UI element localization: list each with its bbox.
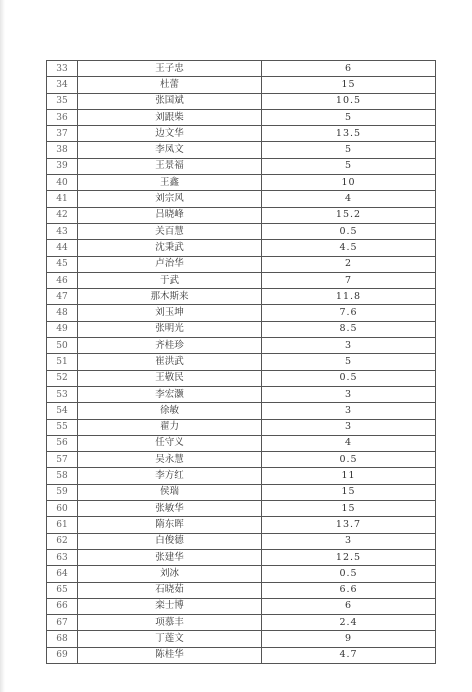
- table-row: [47, 321, 436, 337]
- row-number-cell: 59: [47, 484, 78, 500]
- table-row: [47, 77, 436, 93]
- row-number-cell: 53: [47, 386, 78, 402]
- row-number-cell: 65: [47, 582, 78, 598]
- value-cell: 5: [262, 158, 436, 174]
- name-cell: 关百慧: [78, 223, 262, 239]
- name-cell: 边文华: [78, 126, 262, 142]
- table-row: [47, 501, 436, 517]
- row-number-cell: 50: [47, 338, 78, 354]
- row-number-cell: 64: [47, 566, 78, 582]
- value-cell: 13.5: [262, 126, 436, 142]
- row-number-cell: 40: [47, 175, 78, 191]
- table-row: [47, 175, 436, 191]
- table-row: [47, 517, 436, 533]
- row-number-cell: 38: [47, 142, 78, 158]
- value-cell: 5: [262, 354, 436, 370]
- value-cell: 6: [262, 598, 436, 614]
- row-number-cell: 43: [47, 223, 78, 239]
- row-number-cell: 66: [47, 598, 78, 614]
- value-cell: 0.5: [262, 223, 436, 239]
- table-row: [47, 419, 436, 435]
- row-number-cell: 35: [47, 93, 78, 109]
- value-cell: 6.6: [262, 582, 436, 598]
- name-cell: 陈桂华: [78, 647, 262, 663]
- value-cell: 7: [262, 272, 436, 288]
- table-row: [47, 598, 436, 614]
- row-number-cell: 68: [47, 631, 78, 647]
- name-cell: 卢治华: [78, 256, 262, 272]
- row-number-cell: 39: [47, 158, 78, 174]
- table-row: [47, 223, 436, 239]
- value-cell: 3: [262, 403, 436, 419]
- name-cell: 任守义: [78, 435, 262, 451]
- table-row: [47, 142, 436, 158]
- name-cell: 刘跟柴: [78, 109, 262, 125]
- name-cell: 张明光: [78, 321, 262, 337]
- row-number-cell: 37: [47, 126, 78, 142]
- name-cell: 李方红: [78, 468, 262, 484]
- value-cell: 3: [262, 419, 436, 435]
- table-body: [47, 61, 436, 664]
- row-number-cell: 33: [47, 61, 78, 77]
- name-cell: 刘玉坤: [78, 305, 262, 321]
- name-cell: 王鑫: [78, 175, 262, 191]
- table-row: [47, 468, 436, 484]
- name-cell: 刘冰: [78, 566, 262, 582]
- table-row: [47, 386, 436, 402]
- name-cell: 张敏华: [78, 501, 262, 517]
- row-number-cell: 69: [47, 647, 78, 663]
- table-row: [47, 338, 436, 354]
- value-cell: 10: [262, 175, 436, 191]
- name-cell: 隋东晖: [78, 517, 262, 533]
- name-cell: 侯瑞: [78, 484, 262, 500]
- value-cell: 6: [262, 61, 436, 77]
- row-number-cell: 63: [47, 549, 78, 565]
- table-container: [46, 60, 434, 661]
- row-number-cell: 58: [47, 468, 78, 484]
- value-cell: 3: [262, 338, 436, 354]
- value-cell: 15: [262, 501, 436, 517]
- value-cell: 15.2: [262, 207, 436, 223]
- table-row: [47, 403, 436, 419]
- row-number-cell: 45: [47, 256, 78, 272]
- row-number-cell: 46: [47, 272, 78, 288]
- value-cell: 8.5: [262, 321, 436, 337]
- data-table: [46, 60, 436, 664]
- row-number-cell: 36: [47, 109, 78, 125]
- page-edge-shadow: [0, 0, 5, 692]
- table-row: [47, 647, 436, 663]
- name-cell: 张建华: [78, 549, 262, 565]
- name-cell: 王景福: [78, 158, 262, 174]
- row-number-cell: 52: [47, 370, 78, 386]
- name-cell: 王敬民: [78, 370, 262, 386]
- table-row: [47, 158, 436, 174]
- name-cell: 沈秉武: [78, 240, 262, 256]
- row-number-cell: 48: [47, 305, 78, 321]
- row-number-cell: 44: [47, 240, 78, 256]
- table-row: [47, 533, 436, 549]
- value-cell: 0.5: [262, 566, 436, 582]
- row-number-cell: 49: [47, 321, 78, 337]
- value-cell: 3: [262, 533, 436, 549]
- name-cell: 李宏灏: [78, 386, 262, 402]
- table-row: [47, 452, 436, 468]
- row-number-cell: 60: [47, 501, 78, 517]
- table-row: [47, 305, 436, 321]
- table-row: [47, 93, 436, 109]
- value-cell: 2.4: [262, 615, 436, 631]
- table-row: [47, 631, 436, 647]
- row-number-cell: 55: [47, 419, 78, 435]
- row-number-cell: 67: [47, 615, 78, 631]
- table-row: [47, 549, 436, 565]
- name-cell: 吴永慧: [78, 452, 262, 468]
- row-number-cell: 57: [47, 452, 78, 468]
- value-cell: 9: [262, 631, 436, 647]
- name-cell: 齐桂珍: [78, 338, 262, 354]
- table-row: [47, 272, 436, 288]
- row-number-cell: 61: [47, 517, 78, 533]
- name-cell: 栾士博: [78, 598, 262, 614]
- value-cell: 5: [262, 109, 436, 125]
- table-row: [47, 191, 436, 207]
- name-cell: 于武: [78, 272, 262, 288]
- value-cell: 15: [262, 484, 436, 500]
- value-cell: 10.5: [262, 93, 436, 109]
- name-cell: 崔洪武: [78, 354, 262, 370]
- value-cell: 0.5: [262, 452, 436, 468]
- name-cell: 杜蕾: [78, 77, 262, 93]
- name-cell: 翟力: [78, 419, 262, 435]
- name-cell: 那木斯来: [78, 289, 262, 305]
- table-row: [47, 370, 436, 386]
- row-number-cell: 34: [47, 77, 78, 93]
- table-row: [47, 109, 436, 125]
- value-cell: 0.5: [262, 370, 436, 386]
- value-cell: 12.5: [262, 549, 436, 565]
- value-cell: 2: [262, 256, 436, 272]
- name-cell: 徐敏: [78, 403, 262, 419]
- name-cell: 吕晓峰: [78, 207, 262, 223]
- table-row: [47, 566, 436, 582]
- table-row: [47, 61, 436, 77]
- row-number-cell: 47: [47, 289, 78, 305]
- table-row: [47, 126, 436, 142]
- table-row: [47, 435, 436, 451]
- table-row: [47, 289, 436, 305]
- value-cell: 4: [262, 435, 436, 451]
- row-number-cell: 62: [47, 533, 78, 549]
- row-number-cell: 41: [47, 191, 78, 207]
- name-cell: 丁莲文: [78, 631, 262, 647]
- row-number-cell: 56: [47, 435, 78, 451]
- table-row: [47, 354, 436, 370]
- table-row: [47, 256, 436, 272]
- table-row: [47, 615, 436, 631]
- name-cell: 石晓茹: [78, 582, 262, 598]
- table-row: [47, 582, 436, 598]
- row-number-cell: 54: [47, 403, 78, 419]
- row-number-cell: 42: [47, 207, 78, 223]
- table-row: [47, 240, 436, 256]
- value-cell: 11: [262, 468, 436, 484]
- table-row: [47, 207, 436, 223]
- value-cell: 4.5: [262, 240, 436, 256]
- value-cell: 3: [262, 386, 436, 402]
- name-cell: 项慕丰: [78, 615, 262, 631]
- name-cell: 刘宗风: [78, 191, 262, 207]
- name-cell: 李凤文: [78, 142, 262, 158]
- value-cell: 15: [262, 77, 436, 93]
- name-cell: 张国斌: [78, 93, 262, 109]
- value-cell: 13.7: [262, 517, 436, 533]
- value-cell: 5: [262, 142, 436, 158]
- value-cell: 4: [262, 191, 436, 207]
- table-row: [47, 484, 436, 500]
- value-cell: 11.8: [262, 289, 436, 305]
- value-cell: 7.6: [262, 305, 436, 321]
- name-cell: 王子忠: [78, 61, 262, 77]
- value-cell: 4.7: [262, 647, 436, 663]
- row-number-cell: 51: [47, 354, 78, 370]
- name-cell: 白俊德: [78, 533, 262, 549]
